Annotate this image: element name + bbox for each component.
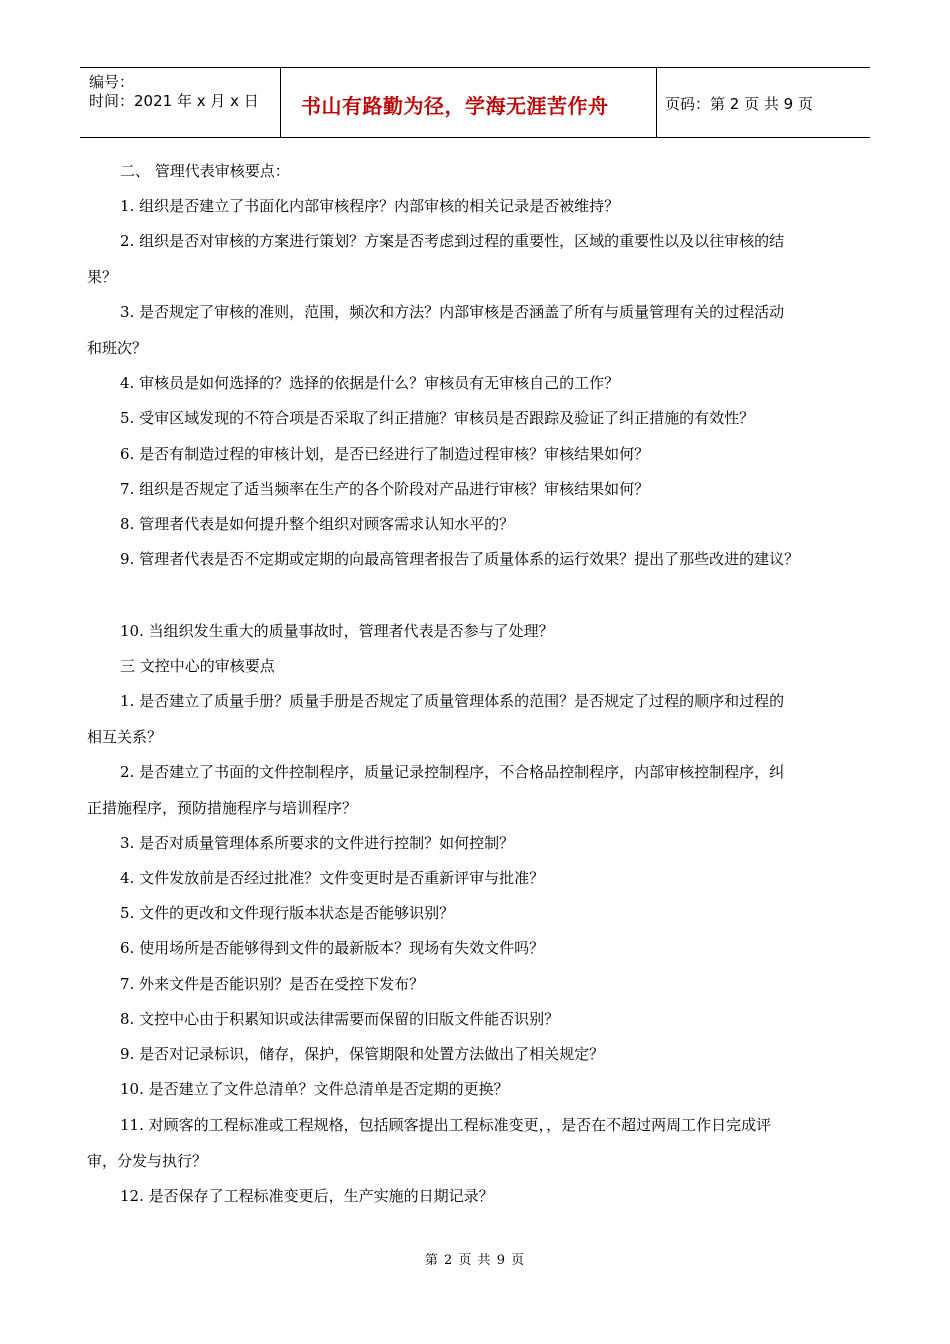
header-page-cell xyxy=(656,68,870,137)
body-line: 正措施程序，预防措施程序与培训程序？ xyxy=(87,799,358,817)
body-line: 审，分发与执行？ xyxy=(87,1152,208,1170)
body-line: 9. 是否对记录标识，储存，保护，保管期限和处置方法做出了相关规定？ xyxy=(120,1045,605,1063)
body-line: 2. 组织是否对审核的方案进行策划？方案是否考虑到过程的重要性，区域的重要性以及以往审核的结 xyxy=(120,232,785,250)
header-motto-cell xyxy=(280,68,657,137)
body-line: 12. 是否保存了工程标准变更后，生产实施的日期记录？ xyxy=(120,1187,494,1205)
page-footer xyxy=(0,1249,950,1268)
body-line: 2. 是否建立了书面的文件控制程序，质量记录控制程序，不合格品控制程序，内部审核控制程序，纠 xyxy=(120,763,785,781)
body-line: 7. 组织是否规定了适当频率在生产的各个阶段对产品进行审核？审核结果如何？ xyxy=(120,480,650,498)
footer-page-number: 第 2 页 共 9 页 xyxy=(424,1253,526,1268)
body-line: 1. 是否建立了质量手册？质量手册是否规定了质量管理体系的范围？是否规定了过程的顺序和过程的 xyxy=(120,692,785,710)
body-line: 6. 使用场所是否能够得到文件的最新版本？现场有失效文件吗？ xyxy=(120,939,545,957)
body-line: 果？ xyxy=(87,268,118,286)
document-number-label: 编号： xyxy=(89,73,135,91)
body-line: 10. 是否建立了文件总清单？文件总清单是否定期的更换？ xyxy=(120,1080,509,1098)
body-line: 5. 受审区域发现的不符合项是否采取了纠正措施？审核员是否跟踪及验证了纠正措施的有效性？ xyxy=(120,409,755,427)
header-page-info: 页码：第 2 页 共 9 页 xyxy=(665,95,813,113)
header-meta-cell xyxy=(80,68,280,137)
body-line: 5. 文件的更改和文件现行版本状态是否能够识别？ xyxy=(120,904,455,922)
body-line: 11. 对顾客的工程标准或工程规格，包括顾客提出工程标准变更，，是否在不超过两周工作日完成评 xyxy=(120,1116,772,1134)
section-heading-document-control: 三 文控中心的审核要点 xyxy=(120,657,275,675)
body-line: 8. 管理者代表是如何提升整个组织对顾客需求认知水平的？ xyxy=(120,515,515,533)
body-line: 和班次？ xyxy=(87,339,148,357)
body-line: 6. 是否有制造过程的审核计划，是否已经进行了制造过程审核？审核结果如何？ xyxy=(120,445,650,463)
document-date: 时间：2021 年 x 月 x 日 xyxy=(89,92,259,110)
body-line: 3. 是否规定了审核的准则，范围，频次和方法？内部审核是否涵盖了所有与质量管理有关的过程活动 xyxy=(120,303,785,321)
header-motto: 书山有路勤为径，学海无涯苦作舟 xyxy=(301,94,609,118)
section-heading-management-rep: 二、 管理代表审核要点： xyxy=(120,162,290,180)
body-line: 4. 审核员是如何选择的？选择的依据是什么？审核员有无审核自己的工作？ xyxy=(120,374,620,392)
body-line: 3. 是否对质量管理体系所要求的文件进行控制？如何控制？ xyxy=(120,834,515,852)
body-line: 7. 外来文件是否能识别？是否在受控下发布？ xyxy=(120,975,425,993)
body-line: 相互关系？ xyxy=(87,728,163,746)
body-line: 9. 管理者代表是否不定期或定期的向最高管理者报告了质量体系的运行效果？提出了那些改进的建议？ xyxy=(120,550,800,568)
body-line: 4. 文件发放前是否经过批准？文件变更时是否重新评审与批准？ xyxy=(120,869,545,887)
header-table xyxy=(80,67,870,138)
body-line: 8. 文控中心由于积累知识或法律需要而保留的旧版文件能否识别？ xyxy=(120,1010,560,1028)
body-line: 1. 组织是否建立了书面化内部审核程序？内部审核的相关记录是否被维持？ xyxy=(120,197,620,215)
body-line: 10. 当组织发生重大的质量事故时，管理者代表是否参与了处理？ xyxy=(120,622,554,640)
